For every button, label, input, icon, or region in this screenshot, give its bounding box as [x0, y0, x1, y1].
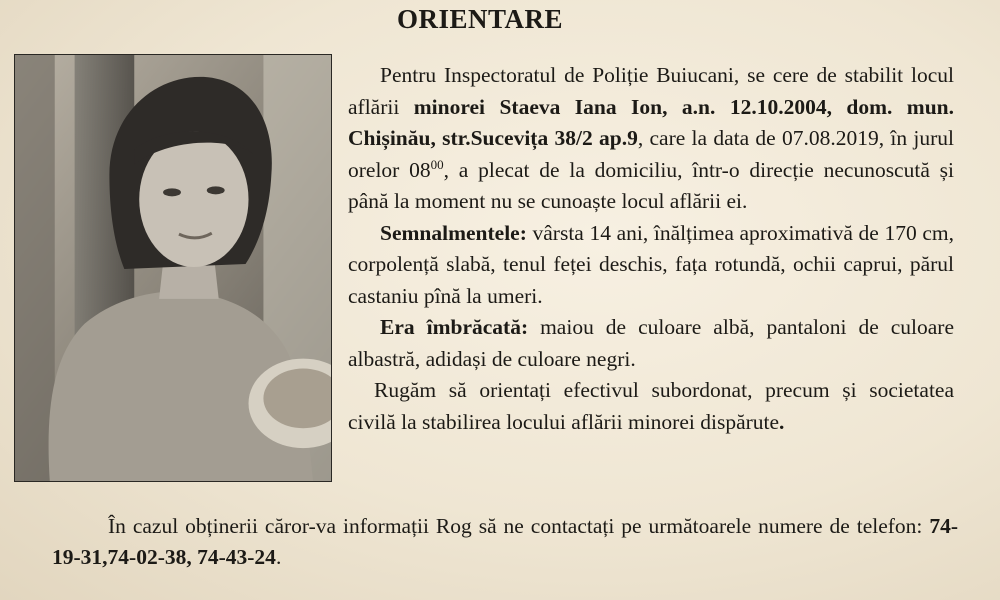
paragraph-request [348, 375, 954, 438]
notice-body [348, 60, 954, 438]
clothing-text: maiou de culoare albă, pantaloni de culoare albastră, adidași de culoare negri. [348, 315, 954, 371]
request-end: . [779, 409, 785, 434]
features-text: vârsta 14 ani, înălțimea aproximativă de 170 cm, corpolență slabă, tenul feței deschis, fața rotundă, ochii caprui, părul castaniu pînă la umeri. [348, 220, 954, 308]
text-segment: , care la data de 07.08.2019, în jurul orelor 08 [348, 126, 954, 182]
clothing-label: Era îmbrăcată: [380, 315, 529, 339]
features-label: Semnalmentele: [380, 220, 527, 245]
text-segment: , a plecat de la domiciliu, într-o direcție necunoscută și până la moment nu se cunoaște locul aflării ei. [348, 157, 955, 213]
paragraph-features [348, 218, 954, 313]
contact-paragraph [52, 511, 958, 573]
portrait-photo [14, 54, 332, 482]
contact-text: În cazul obținerii căror-va informații Rog să ne contactați pe următoarele numere de telefon: [108, 514, 930, 538]
request-text: Rugăm să orientați efectivul subordonat, precum și societatea civilă la stabilirea locului aflării minorei dispărute [348, 378, 954, 434]
minor-identity: minorei Staeva Iana Ion, a.n. 12.10.2004, dom. mun. Chișinău, str.Sucevița 38/2 ap.9 [348, 94, 955, 150]
paragraph-clothing [348, 312, 954, 375]
phone-numbers: 74-19-31,74-02-38, 74-43-24 [52, 514, 958, 569]
text-segment: Pentru Inspectoratul de Poliție Buiucani, se cere de stabilit locul aflării [348, 63, 954, 119]
page-title: ORIENTARE [396, 4, 564, 34]
contact-footer [52, 511, 958, 573]
contact-end: . [275, 545, 282, 569]
time-superscript: 00 [430, 156, 444, 172]
paragraph-description [348, 60, 954, 218]
